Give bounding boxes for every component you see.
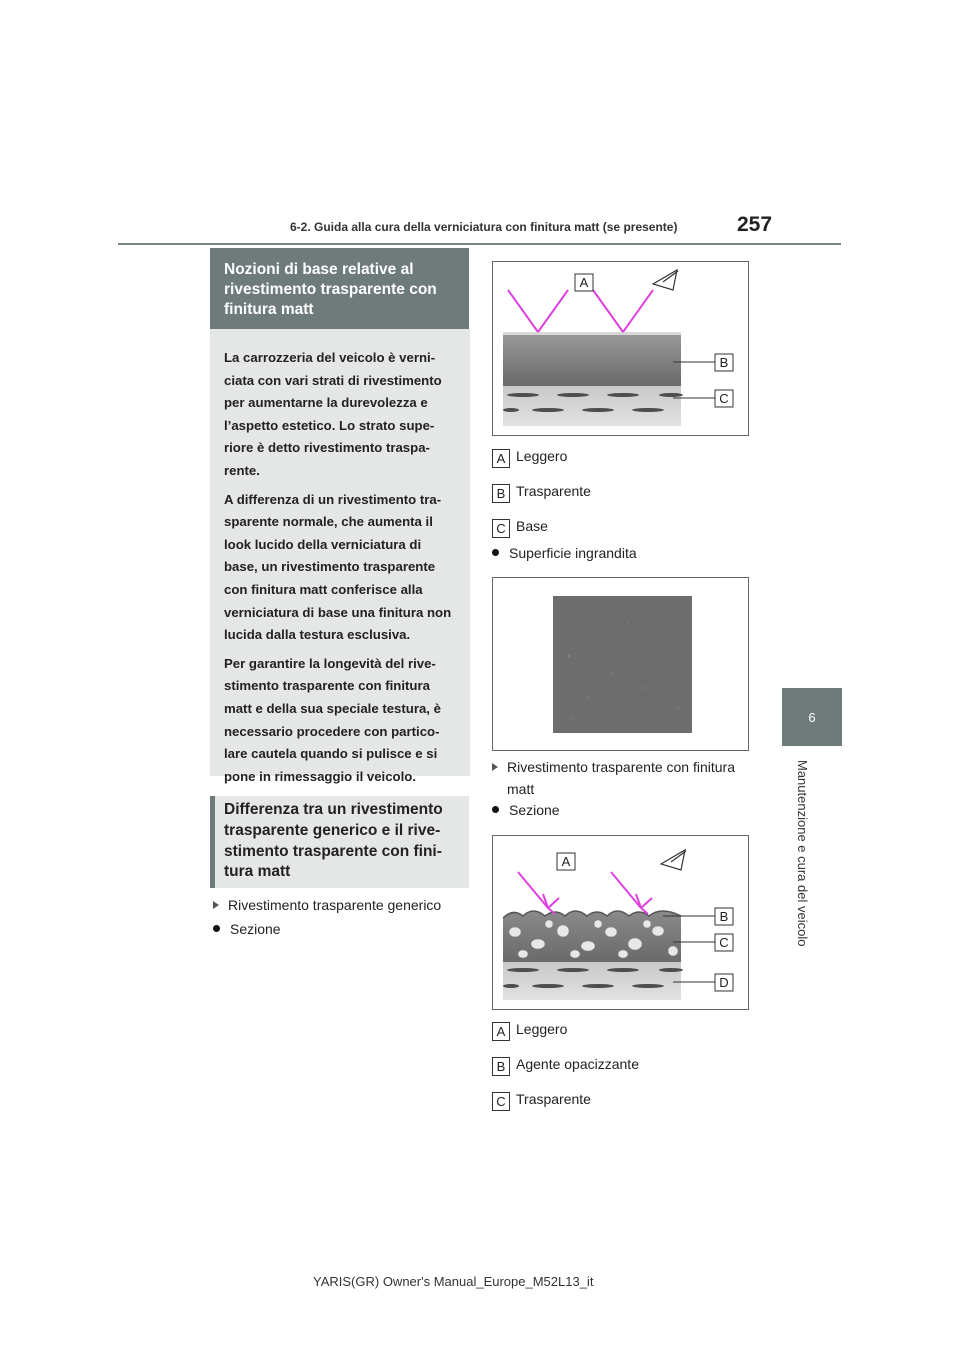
section2-heading: Differenza tra un rivestimento trasparente generico e il rive-stimento trasparente con fini-tura matt <box>210 796 469 888</box>
legend3-c: C Trasparente <box>492 1091 591 1111</box>
section1-body <box>210 329 470 784</box>
bullet-matt-coating: Rivestimento trasparente con finitura matt <box>492 756 742 800</box>
section1-paragraph-2: A differenza di un rivestimento tra-sparente normale, che aumenta il look lucido della verniciatura di base, un rivestimento trasparente con finitura matt conferisce alla verniciatura di base una finitura non lucida dalla testura esclusiva. <box>224 491 452 643</box>
dot-bullet-icon <box>213 925 220 932</box>
figure-enlarged-surface <box>492 577 749 751</box>
legend3-a: A Leggero <box>492 1021 567 1041</box>
matt-layer <box>503 911 681 962</box>
bullet-section: Sezione <box>213 921 281 937</box>
dot-bullet-icon <box>492 806 499 813</box>
base-coat-layer <box>503 962 681 1000</box>
figure1-label-b: B <box>719 355 729 370</box>
page-number: 257 <box>737 213 773 236</box>
legend1-a: A Leggero <box>492 448 567 468</box>
bullet-generic-coating: Rivestimento trasparente generico <box>213 897 441 913</box>
legend1-c: C Base <box>492 518 548 538</box>
generic-coating-illustration <box>493 262 748 435</box>
section1-paragraph-3: Per garantire la longevità del rive-stimento trasparente con finitura matt e della sua speciale testura, è necessario procedere con partico-lare cautela quando si pulisce e si pone in rimessaggio il veicolo. <box>224 655 441 784</box>
section-title: 6-2. Guida alla cura della verniciatura con finitura matt (se presente) <box>290 220 678 234</box>
chapter-side-title: Manutenzione e cura del veicolo <box>795 760 810 947</box>
figure1-label-a: A <box>579 275 589 290</box>
chapter-tab <box>782 688 842 746</box>
light-ray-icon <box>508 290 653 332</box>
triangle-bullet-icon <box>492 763 498 771</box>
bullet-section-2: Sezione <box>492 802 560 818</box>
legend1-b: B Trasparente <box>492 483 591 503</box>
figure-matt-coating <box>492 835 749 1010</box>
eye-icon <box>653 270 678 290</box>
footer-text: YARIS(GR) Owner's Manual_Europe_M52L13_it <box>313 1274 594 1289</box>
clear-coat-layer <box>503 332 681 386</box>
figure1-label-c: C <box>719 391 729 406</box>
bullet-enlarged-surface: Superficie ingrandita <box>492 545 637 561</box>
matt-surface-photo <box>493 578 748 750</box>
base-coat-layer <box>503 386 681 426</box>
triangle-bullet-icon <box>213 901 219 909</box>
figure3-label-a: A <box>561 854 571 869</box>
legend3-b: B Agente opacizzante <box>492 1056 639 1076</box>
header-rule <box>118 243 841 245</box>
matt-coating-illustration <box>493 836 748 1009</box>
eye-icon <box>661 850 686 870</box>
figure3-label-d: D <box>719 975 729 990</box>
figure3-label-b: B <box>719 909 729 924</box>
chapter-number: 6 <box>808 709 816 725</box>
dot-bullet-icon <box>492 549 499 556</box>
section1-paragraph-1: La carrozzeria del veicolo è verni-ciata con vari strati di rivestimento per aumentarne la durevolezza e l’aspetto estetico. Lo strato supe-riore è detto rivestimento traspa-rente. <box>224 350 442 478</box>
section1-heading: Nozioni di base relative al rivestimento trasparente con finitura matt <box>210 248 469 329</box>
figure-generic-coating <box>492 261 749 436</box>
light-ray-icon <box>518 872 652 914</box>
figure3-label-c: C <box>719 935 729 950</box>
